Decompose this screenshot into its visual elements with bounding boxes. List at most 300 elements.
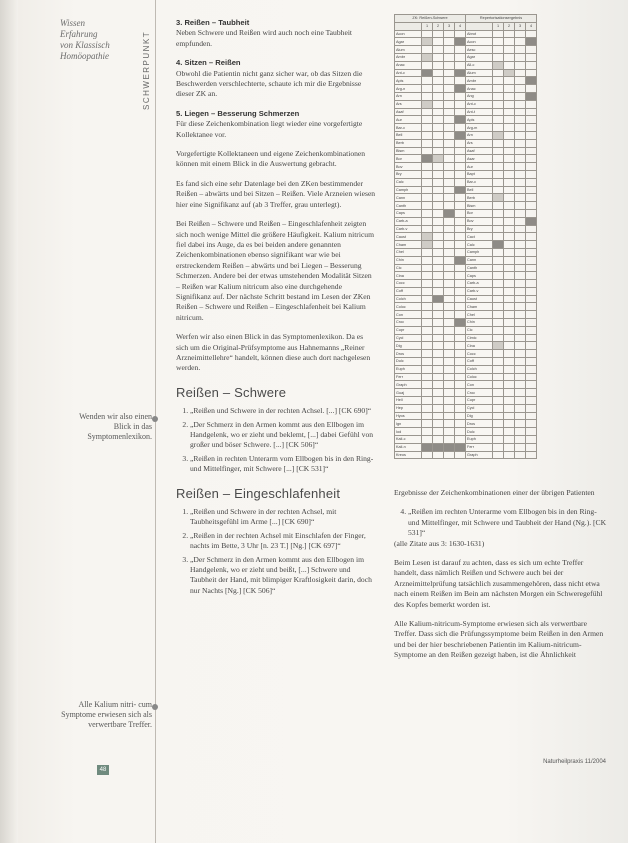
score-cell: [433, 428, 444, 436]
score-cell: [526, 256, 537, 264]
score-cell: [526, 264, 537, 272]
score-cell: [504, 326, 515, 334]
score-cell: [504, 342, 515, 350]
score-cell: [526, 326, 537, 334]
remedy-cell: Carb-v: [466, 287, 493, 295]
score-cell: [444, 108, 455, 116]
score-cell: [433, 319, 444, 327]
quote-list: [176, 406, 376, 474]
score-cell: [455, 381, 466, 389]
score-cell: [422, 350, 433, 358]
paragraph: Alle Kalium-nitricum-Symptome erwiesen sich als verwertbare Treffer. Dass sich die Prüfungssymptome beim Reißen in den Armen und bei der hier beschriebenen Patientin im Kalium-nitricum-Symptome an den Reißen gezeigt haben, ist die Ähnlichkeit: [394, 619, 604, 660]
score-cell: [504, 61, 515, 69]
score-cell: [493, 202, 504, 210]
score-cell: [455, 451, 466, 459]
score-cell: [444, 342, 455, 350]
score-cell: [455, 264, 466, 272]
remedy-cell: Bor: [466, 209, 493, 217]
score-cell: [526, 451, 537, 459]
score-cell: [444, 170, 455, 178]
score-cell: [526, 365, 537, 373]
score-cell: [526, 178, 537, 186]
score-cell: [493, 85, 504, 93]
score-cell: [504, 116, 515, 124]
remedy-cell: Dulc: [466, 428, 493, 436]
score-cell: [526, 404, 537, 412]
table-row: [395, 147, 537, 155]
score-cell: [515, 92, 526, 100]
score-cell: [444, 241, 455, 249]
score-cell: [515, 342, 526, 350]
score-cell: [455, 92, 466, 100]
score-cell: [504, 272, 515, 280]
score-cell: [515, 381, 526, 389]
score-cell: [422, 256, 433, 264]
score-cell: [444, 412, 455, 420]
score-cell: [455, 311, 466, 319]
list-item: 4. „Reißen im rechten Unterarme vom Ellbogen bis in den Ring- und Mittelfinger, mit Schwere und Taubheit der Hand (Ng.). [CK 531]“: [408, 507, 608, 538]
remedy-cell: Coloc: [395, 303, 422, 311]
score-cell: [433, 100, 444, 108]
score-cell: [526, 233, 537, 241]
score-cell: [444, 381, 455, 389]
score-cell: [515, 420, 526, 428]
score-cell: [493, 155, 504, 163]
remedy-cell: Anac: [395, 61, 422, 69]
remedy-cell: Hyos: [395, 412, 422, 420]
score-cell: [504, 287, 515, 295]
score-cell: [422, 412, 433, 420]
score-cell: [455, 303, 466, 311]
score-cell: [422, 139, 433, 147]
remedy-cell: Berb: [395, 139, 422, 147]
remedy-cell: Ant-c: [466, 100, 493, 108]
table-row: [395, 194, 537, 202]
score-cell: [504, 147, 515, 155]
table-row: [395, 139, 537, 147]
score-cell: [515, 77, 526, 85]
score-cell: [526, 381, 537, 389]
table-row: [395, 178, 537, 186]
score-cell: [504, 451, 515, 459]
table-row: [395, 108, 537, 116]
remedy-cell: Agar: [466, 53, 493, 61]
remedy-cell: Alum: [395, 46, 422, 54]
score-cell: [504, 186, 515, 194]
score-cell: [433, 248, 444, 256]
score-cell: [422, 381, 433, 389]
score-cell: [444, 69, 455, 77]
table-row: [395, 303, 537, 311]
score-cell: [504, 412, 515, 420]
score-cell: [433, 69, 444, 77]
score-cell: [422, 319, 433, 327]
score-cell: [433, 131, 444, 139]
table-subheader-row: [395, 22, 537, 30]
score-cell: [433, 334, 444, 342]
score-cell: [526, 280, 537, 288]
score-cell: [493, 443, 504, 451]
score-cell: [493, 209, 504, 217]
table-row: [395, 311, 537, 319]
score-cell: [526, 342, 537, 350]
score-cell: [444, 350, 455, 358]
main-column: [176, 18, 376, 599]
remedy-cell: Calc: [395, 178, 422, 186]
score-cell: [433, 163, 444, 171]
remedy-cell: Ars: [395, 100, 422, 108]
score-cell: [504, 365, 515, 373]
score-cell: [444, 287, 455, 295]
remedy-cell: Abrot: [466, 30, 493, 38]
score-cell: [444, 100, 455, 108]
column-header: 3: [444, 22, 455, 30]
remedy-cell: Cina: [395, 272, 422, 280]
table-row: [395, 381, 537, 389]
score-cell: [444, 264, 455, 272]
remedy-cell: Anac: [466, 85, 493, 93]
remedy-cell: Cic: [466, 326, 493, 334]
score-cell: [526, 124, 537, 132]
remedy-cell: Coff: [395, 287, 422, 295]
score-cell: [493, 350, 504, 358]
score-cell: [493, 326, 504, 334]
remedy-cell: Berb: [466, 194, 493, 202]
remedy-cell: Asaf: [395, 108, 422, 116]
score-cell: [526, 420, 537, 428]
table-header: ZK: Reißen-Schwere: [395, 15, 466, 23]
score-cell: [433, 209, 444, 217]
score-cell: [433, 397, 444, 405]
table-row: [395, 186, 537, 194]
score-cell: [422, 225, 433, 233]
remedy-cell: Ant-t: [466, 108, 493, 116]
score-cell: [422, 69, 433, 77]
score-cell: [444, 116, 455, 124]
score-cell: [526, 217, 537, 225]
score-cell: [444, 451, 455, 459]
score-cell: [526, 412, 537, 420]
table-row: [395, 163, 537, 171]
score-cell: [422, 272, 433, 280]
score-cell: [422, 233, 433, 241]
score-cell: [422, 451, 433, 459]
score-cell: [444, 397, 455, 405]
score-cell: [493, 428, 504, 436]
score-cell: [515, 241, 526, 249]
score-cell: [455, 77, 466, 85]
table-row: [395, 436, 537, 444]
score-cell: [433, 342, 444, 350]
remedy-cell: Acon: [466, 38, 493, 46]
score-cell: [444, 53, 455, 61]
score-cell: [444, 280, 455, 288]
remedy-cell: Arg-m: [466, 124, 493, 132]
note-marker-icon: [152, 704, 158, 710]
score-cell: [526, 319, 537, 327]
score-cell: [504, 420, 515, 428]
table-row: [395, 209, 537, 217]
score-cell: [455, 131, 466, 139]
paragraph: Obwohl die Patientin nicht ganz sicher war, ob das Sitzen die Beschwerden verschlechterte, schaute ich mir die Ergebnisse dieser ZK an.: [176, 68, 363, 99]
remedy-cell: Cocc: [395, 280, 422, 288]
remedy-cell: Chel: [395, 248, 422, 256]
score-cell: [493, 186, 504, 194]
score-cell: [515, 280, 526, 288]
table-row: [395, 53, 537, 61]
score-cell: [504, 334, 515, 342]
logo-line-4: Homöopathie: [60, 51, 109, 61]
remedy-cell: Bell: [395, 131, 422, 139]
score-cell: [444, 404, 455, 412]
score-cell: [433, 256, 444, 264]
score-cell: [515, 397, 526, 405]
score-cell: [526, 287, 537, 295]
score-cell: [444, 319, 455, 327]
score-cell: [422, 85, 433, 93]
logo-line-2: Erfahrung: [60, 29, 98, 39]
score-cell: [515, 147, 526, 155]
score-cell: [504, 53, 515, 61]
score-cell: [433, 53, 444, 61]
score-cell: [515, 131, 526, 139]
remedy-cell: Cupr: [395, 326, 422, 334]
section-heading: Reißen – Schwere: [176, 384, 287, 400]
remedy-cell: Bov: [395, 163, 422, 171]
score-cell: [526, 350, 537, 358]
score-cell: [526, 38, 537, 46]
column-header: [466, 22, 493, 30]
score-cell: [433, 108, 444, 116]
score-cell: [493, 38, 504, 46]
score-cell: [433, 365, 444, 373]
score-cell: [433, 264, 444, 272]
score-cell: [455, 358, 466, 366]
score-cell: [515, 264, 526, 272]
score-cell: [504, 350, 515, 358]
table-row: [395, 85, 537, 93]
column-header: 4: [526, 22, 537, 30]
score-cell: [515, 38, 526, 46]
paragraph: Es fand sich eine sehr Datenlage bei den ZKen bestimmender Reißen – abwärts und bei Sitzen – Reißen. Viele Arzneien wiesen hier eine Signifikanz auf (ab 3 Treffer, grau unterlegt).: [176, 178, 376, 209]
score-cell: [444, 334, 455, 342]
score-cell: [504, 170, 515, 178]
score-cell: [455, 280, 466, 288]
list-item: 1. „Reißen und Schwere in der rechten Achsel, mit Taubheitsgefühl im Arme [...] [CK 690]“: [190, 507, 376, 528]
score-cell: [433, 155, 444, 163]
quote-list: [176, 507, 376, 596]
column-header: [395, 22, 422, 30]
score-cell: [455, 272, 466, 280]
score-cell: [493, 233, 504, 241]
score-cell: [422, 217, 433, 225]
remedy-cell: Arn: [395, 92, 422, 100]
score-cell: [444, 124, 455, 132]
remedy-cell: Asaf: [466, 147, 493, 155]
score-cell: [422, 147, 433, 155]
score-cell: [504, 256, 515, 264]
column-header: 2: [504, 22, 515, 30]
remedy-cell: Iod: [395, 428, 422, 436]
score-cell: [444, 225, 455, 233]
score-cell: [422, 420, 433, 428]
score-cell: [422, 170, 433, 178]
score-cell: [493, 163, 504, 171]
score-cell: [422, 209, 433, 217]
side-note: Alle Kalium nitri- cum Symptome erwiesen sich als verwertbare Treffer.: [61, 700, 152, 729]
score-cell: [493, 100, 504, 108]
score-cell: [422, 241, 433, 249]
remedy-cell: Ars: [466, 139, 493, 147]
remedy-cell: Arn: [466, 131, 493, 139]
score-cell: [433, 404, 444, 412]
remedy-cell: Ferr: [395, 373, 422, 381]
remedy-cell: Caps: [395, 209, 422, 217]
score-cell: [444, 373, 455, 381]
repertorization-table: [394, 14, 608, 484]
score-cell: [422, 155, 433, 163]
score-cell: [455, 100, 466, 108]
footer: Naturheilpraxis 11/2004: [543, 759, 606, 765]
score-cell: [422, 92, 433, 100]
remedy-cell: Bism: [395, 147, 422, 155]
remedy-cell: Colch: [395, 295, 422, 303]
score-cell: [444, 272, 455, 280]
score-cell: [422, 373, 433, 381]
score-cell: [515, 124, 526, 132]
table-row: [395, 116, 537, 124]
score-cell: [422, 178, 433, 186]
data-table: [394, 14, 537, 459]
score-cell: [433, 202, 444, 210]
table-row: [395, 256, 537, 264]
score-cell: [455, 202, 466, 210]
score-cell: [455, 389, 466, 397]
remedy-cell: Caust: [395, 233, 422, 241]
score-cell: [444, 209, 455, 217]
remedy-cell: Cocc: [466, 350, 493, 358]
column-header: 4: [455, 22, 466, 30]
score-cell: [504, 77, 515, 85]
score-cell: [455, 256, 466, 264]
score-cell: [455, 53, 466, 61]
score-cell: [526, 295, 537, 303]
score-cell: [422, 248, 433, 256]
score-cell: [455, 155, 466, 163]
section-heading: Reißen – Eingeschlafenheit: [176, 485, 341, 501]
score-cell: [504, 248, 515, 256]
score-cell: [422, 358, 433, 366]
score-cell: [504, 194, 515, 202]
score-cell: [526, 116, 537, 124]
score-cell: [433, 303, 444, 311]
remedy-cell: Hep: [395, 404, 422, 412]
score-cell: [455, 295, 466, 303]
score-cell: [493, 404, 504, 412]
score-cell: [455, 248, 466, 256]
score-cell: [526, 202, 537, 210]
table-row: [395, 365, 537, 373]
remedy-cell: Bar-c: [395, 124, 422, 132]
score-cell: [422, 116, 433, 124]
score-cell: [493, 194, 504, 202]
score-cell: [422, 163, 433, 171]
score-cell: [504, 85, 515, 93]
score-cell: [433, 61, 444, 69]
score-cell: [515, 389, 526, 397]
remedy-cell: Coloc: [466, 373, 493, 381]
score-cell: [444, 311, 455, 319]
table-row: [395, 287, 537, 295]
score-cell: [526, 248, 537, 256]
score-cell: [433, 116, 444, 124]
score-cell: [515, 404, 526, 412]
score-cell: [515, 272, 526, 280]
score-cell: [455, 365, 466, 373]
score-cell: [455, 397, 466, 405]
score-cell: [515, 53, 526, 61]
score-cell: [422, 264, 433, 272]
score-cell: [444, 217, 455, 225]
score-cell: [504, 131, 515, 139]
page-number: 48: [97, 765, 109, 775]
table-row: [395, 326, 537, 334]
score-cell: [515, 30, 526, 38]
remedy-cell: Bism: [466, 202, 493, 210]
remedy-cell: Cann: [466, 256, 493, 264]
score-cell: [526, 170, 537, 178]
score-cell: [526, 334, 537, 342]
score-cell: [444, 194, 455, 202]
paragraph: Beim Lesen ist darauf zu achten, dass es sich um echte Treffer handelt, dass nämlich Reißen und Schwere auch bei der Arzneimittelprüfung tatsächlich zusammengehören, dass nicht etwa nach einem Reißen im Bein am nächsten Morgen ein Schweregefühl des Kopfes bemerkt worden ist.: [394, 558, 603, 609]
score-cell: [422, 30, 433, 38]
score-cell: [526, 61, 537, 69]
score-cell: [433, 194, 444, 202]
score-cell: [515, 428, 526, 436]
remedy-cell: Euph: [395, 365, 422, 373]
score-cell: [422, 404, 433, 412]
remedy-cell: Cupr: [466, 397, 493, 405]
remedy-cell: Agar: [395, 38, 422, 46]
remedy-cell: Dig: [466, 412, 493, 420]
score-cell: [515, 373, 526, 381]
score-cell: [504, 100, 515, 108]
remedy-cell: Camph: [466, 248, 493, 256]
score-cell: [504, 108, 515, 116]
score-cell: [504, 389, 515, 397]
remedy-cell: Bapt: [466, 170, 493, 178]
score-cell: [526, 139, 537, 147]
remedy-cell: Coff: [466, 358, 493, 366]
score-cell: [515, 225, 526, 233]
score-cell: [493, 451, 504, 459]
score-cell: [422, 389, 433, 397]
score-cell: [422, 124, 433, 132]
score-cell: [455, 194, 466, 202]
score-cell: [433, 217, 444, 225]
score-cell: [444, 163, 455, 171]
score-cell: [455, 373, 466, 381]
subheading: 5. Liegen – Besserung Schmerzen: [176, 108, 300, 118]
score-cell: [433, 295, 444, 303]
score-cell: [515, 209, 526, 217]
score-cell: [526, 397, 537, 405]
score-cell: [455, 241, 466, 249]
score-cell: [493, 319, 504, 327]
score-cell: [526, 428, 537, 436]
score-cell: [455, 233, 466, 241]
table-row: [395, 295, 537, 303]
